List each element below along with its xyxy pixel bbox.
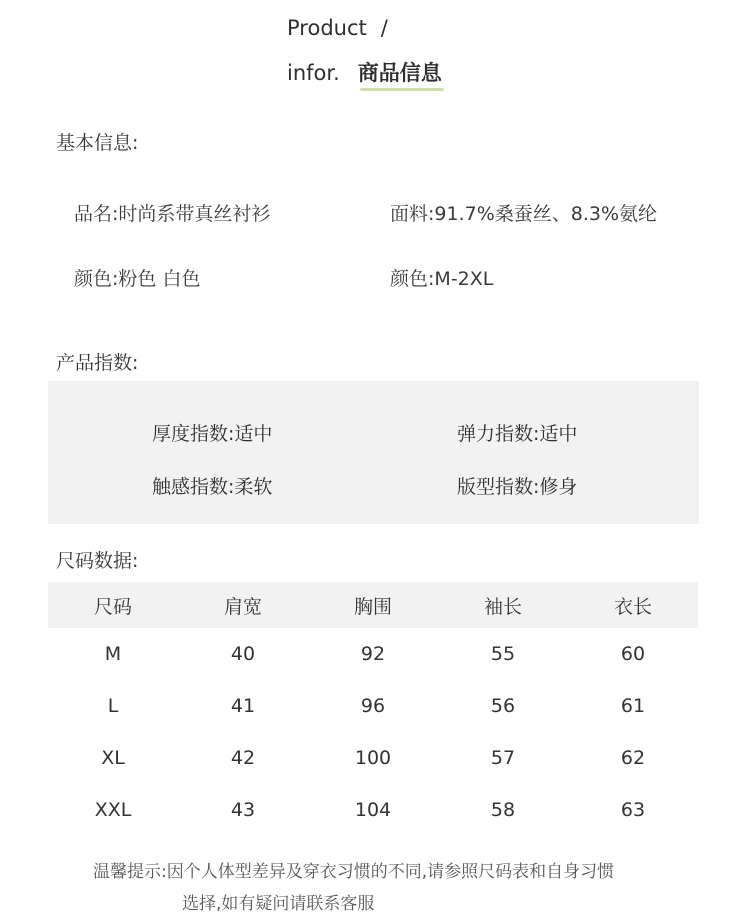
product-index-title: 产品指数: — [56, 352, 139, 374]
header-product-text: Product — [287, 16, 367, 40]
header-size: 尺码 — [93, 595, 132, 618]
cell-chest: 104 — [354, 799, 392, 821]
header-sleeve: 袖长 — [483, 595, 522, 618]
size-table — [48, 582, 698, 836]
cell-chest: 96 — [360, 695, 386, 717]
product-fabric: 面料:91.7%桑蚕丝、8.3%氨纶 — [390, 203, 658, 225]
cell-sleeve: 56 — [490, 695, 516, 717]
header-chinese-title-text: 商品信息 — [357, 61, 442, 85]
table-row — [48, 680, 698, 732]
cell-shoulder: 40 — [230, 643, 256, 665]
cell-length: 61 — [620, 695, 646, 717]
header-chest: 胸围 — [353, 595, 392, 618]
product-name: 品名:时尚系带真丝衬衫 — [74, 203, 271, 225]
thickness-index: 厚度指数:适中 — [152, 423, 273, 445]
elasticity-index: 弹力指数:适中 — [457, 423, 578, 445]
header-shoulder: 肩宽 — [223, 595, 262, 618]
cell-shoulder: 42 — [230, 747, 256, 769]
cell-chest: 92 — [360, 643, 386, 665]
cell-sleeve: 57 — [490, 747, 516, 769]
product-size-range: 颜色:M-2XL — [390, 268, 494, 290]
cell-length: 63 — [620, 799, 646, 821]
table-row — [48, 784, 698, 836]
header-title-line — [287, 57, 442, 87]
basic-info-title: 基本信息: — [56, 132, 139, 154]
cell-chest: 100 — [354, 747, 392, 769]
header-english-title — [287, 16, 388, 40]
tip-line-1: 温馨提示:因个人体型差异及穿衣习惯的不同,请参照尺码表和自身习惯 — [93, 862, 615, 882]
header-slash: / — [380, 16, 388, 40]
table-row — [48, 732, 698, 784]
product-index-panel — [48, 381, 699, 524]
size-table-header-row — [48, 582, 698, 628]
cell-size: XL — [101, 747, 125, 769]
tip-line-2: 选择,如有疑问请联系客服 — [182, 894, 375, 914]
header-length: 衣长 — [613, 595, 652, 618]
cell-size: L — [107, 695, 119, 717]
title-underline — [360, 88, 444, 91]
touch-index: 触感指数:柔软 — [152, 476, 273, 498]
header-infor-text: infor. — [287, 61, 340, 85]
cell-sleeve: 58 — [490, 799, 516, 821]
product-color: 颜色:粉色 白色 — [74, 268, 201, 290]
size-data-title: 尺码数据: — [56, 550, 139, 572]
cell-size: M — [104, 643, 122, 665]
cell-size: XXL — [94, 799, 132, 821]
table-row — [48, 628, 698, 680]
cell-length: 62 — [620, 747, 646, 769]
cell-length: 60 — [620, 643, 646, 665]
cell-shoulder: 41 — [230, 695, 256, 717]
fit-index: 版型指数:修身 — [457, 476, 578, 498]
header-chinese-title — [358, 57, 442, 87]
cell-shoulder: 43 — [230, 799, 256, 821]
cell-sleeve: 55 — [490, 643, 516, 665]
